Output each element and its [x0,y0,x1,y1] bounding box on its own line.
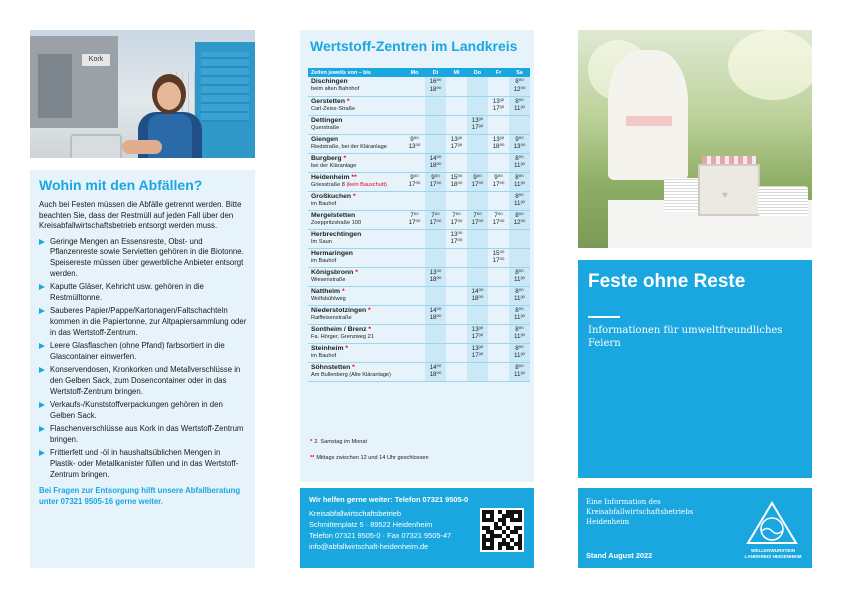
photo-person-face [157,82,181,110]
waste-bullet-item [39,448,247,480]
table-row [308,324,530,343]
waste-bullet-item [39,237,247,279]
location-address [311,182,404,189]
arrow-right-icon [39,426,45,432]
opening-time-cell [488,267,509,286]
photo-person-hands [122,140,162,154]
opening-time-cell: 13⁰⁰ 17⁰⁰ [446,229,467,248]
footnote-mark: * [352,192,356,200]
location-name-text: Söhnstetten [311,363,351,371]
opening-time-cell [404,153,425,172]
location-address [311,296,404,303]
cover-title: Feste ohne Reste [588,271,746,292]
opening-time-cell: 16⁰⁰ 18⁰⁰ [425,77,446,96]
waste-bullet-item [39,282,247,303]
location-cell [308,324,404,343]
location-cell [308,115,404,134]
opening-time-cell [425,229,446,248]
location-name-text: Großkuchen [311,192,352,200]
opening-time-cell: 14⁰⁰ 18⁰⁰ [425,305,446,324]
location-cell [308,248,404,267]
location-address-text: bei der Kläranlage [311,162,357,169]
location-cell [308,362,404,381]
location-address-text: Fa. Hörger, Grenzweg 21 [311,333,374,340]
opening-time-cell [446,286,467,305]
waste-bullet-list [39,237,247,480]
qr-code-icon[interactable] [480,508,524,552]
contact-phone-fax: Telefon 07321 9505-0 · Fax 07321 9505-47 [309,531,452,540]
footnote-mark: * [343,154,347,162]
opening-time-cell [446,362,467,381]
opening-time-cell [404,115,425,134]
photo-kork-sign: Kork [82,54,110,66]
opening-time-cell [488,229,509,248]
location-address [311,334,404,341]
photo-container-door [38,54,72,118]
footnote-mark: * [345,344,349,352]
location-address [311,201,404,208]
table-row [308,191,530,210]
footnote-mark: * [368,306,371,314]
location-address [311,86,404,93]
opening-time-cell [467,267,488,286]
location-cell [308,191,404,210]
waste-advice: Bei Fragen zur Entsorgung hilft unsere Abfallberatung unter 07321 9505-16 gerne weiter. [39,486,241,506]
location-name-text: Dischingen [311,78,348,85]
table-row [308,286,530,305]
opening-time-cell [404,191,425,210]
opening-time-cell [404,248,425,267]
location-name [311,364,404,372]
opening-time-cell: 13³⁰ 17³⁰ [467,324,488,343]
legend-row-1 [310,438,429,447]
opening-time-cell [446,153,467,172]
opening-time-cell: 14⁰⁰ 18⁰⁰ [467,286,488,305]
location-name-text: Herbrechtingen [311,230,362,238]
location-address [311,277,404,284]
location-address [311,125,404,132]
table-row [308,153,530,172]
opening-time-cell [467,362,488,381]
contact-box [300,488,534,568]
waste-bullet-text: Frittierfett und -öl in haushaltsüblichen Mengen in Plastik- oder Metallkanister füllen und in das Wertstoff-Zentrum bringen. [50,448,239,479]
opening-time-cell [509,115,530,134]
location-name [311,269,404,277]
opening-time-cell [446,191,467,210]
table-header-location: Zeiten jeweils von – bis [308,68,404,77]
opening-time-cell: 8⁰⁰ 11³⁰ [509,191,530,210]
location-name [311,307,404,315]
location-name-text: Sontheim / Brenz [311,325,367,333]
opening-time-cell [446,305,467,324]
opening-time-cell [446,77,467,96]
location-address [311,220,404,227]
table-row [308,96,530,115]
location-name [311,326,404,334]
waste-bullet-text: Kaputte Gläser, Kehricht usw. gehören in die Restmülltonne. [50,282,204,302]
opening-hours-body [308,77,530,381]
arrow-right-icon [39,343,45,349]
location-name [311,212,404,220]
table-header-row [308,68,530,77]
opening-time-cell [467,191,488,210]
cover-title-box [578,260,812,478]
location-address-text: beim alten Bahnhof [311,86,360,92]
opening-time-cell: 7⁰⁰ 17⁰⁰ [404,210,425,229]
opening-time-cell: 15⁰⁰ 18⁰⁰ [446,172,467,191]
location-address-text: Querstraße [311,124,340,131]
logo-label-line2: LANDKREIS HEIDENHEIM [744,554,802,559]
qr-module [518,546,522,550]
table-header-day: Di [425,68,446,77]
opening-time-cell: 9⁰⁰ 17⁰⁰ [488,172,509,191]
location-name-text: Gerstetten [311,97,345,105]
opening-time-cell [488,286,509,305]
footnote-mark: * [346,97,350,105]
location-cell [308,134,404,153]
opening-time-cell [404,96,425,115]
table-row [308,210,530,229]
opening-time-cell: 8⁰⁰ 11³⁰ [509,172,530,191]
opening-time-cell [446,96,467,115]
legend-mark: * [310,439,313,445]
opening-time-cell: 8⁰⁰ 12⁰⁰ [509,210,530,229]
opening-time-cell [467,153,488,172]
opening-time-cell: 7⁰⁰ 17⁰⁰ [446,210,467,229]
opening-time-cell [509,229,530,248]
opening-time-cell [425,96,446,115]
waste-bullet-item [39,341,247,362]
opening-time-cell [467,305,488,324]
heart-icon: ♥ [722,190,728,201]
opening-time-cell [404,362,425,381]
opening-time-cell: 13³⁰ 18⁰⁰ [488,134,509,153]
photo-blue-container [195,42,255,158]
opening-time-cell: 8⁰⁰ 11³⁰ [509,362,530,381]
arrow-right-icon [39,367,45,373]
opening-time-cell [425,343,446,362]
location-name-text: Nattheim [311,287,341,295]
contact-org: Kreisabfallwirtschaftsbetrieb [309,509,402,518]
recycling-centers-panel [300,30,534,482]
location-cell [308,267,404,286]
location-name-text: Hermaringen [311,249,353,257]
opening-time-cell: 9⁰⁰ 13⁰⁰ [404,134,425,153]
location-address-text: Raiffeisenstraße [311,314,352,321]
location-address-text: Wiesenstraße [311,276,346,283]
opening-time-cell [488,343,509,362]
photo-container [30,36,118,128]
opening-time-cell [425,191,446,210]
location-address [311,353,404,360]
waste-bullet-item [39,400,247,421]
waste-bullet-text: Sauberes Papier/Pappe/Kartonagen/Faltschachteln kommen in die Papiertonne, zur Altpapiersammlung oder in das Wertstoff-Zentrum. [50,306,247,337]
table-row [308,248,530,267]
table-header-day: Mo [404,68,425,77]
location-address-text: Am Bullenberg (Alte Kläranlage) [311,371,391,378]
table-row [308,362,530,381]
table-legend [310,438,429,470]
opening-time-cell: 15⁰⁰ 17⁰⁰ [488,248,509,267]
location-name-text: Steinheim [311,344,344,352]
waste-bullet-text: Geringe Mengen an Essensreste, Obst- und Pflanzenreste sowie Servietten gehören in die Biotonne. Speisereste müssen über gewerbliche Anbieter entsorgt werden. [50,236,244,278]
opening-time-cell: 13³⁰ 17³⁰ [446,134,467,153]
location-address [311,144,404,151]
opening-time-cell [425,248,446,267]
opening-time-cell: 8⁰⁰ 11³⁰ [509,343,530,362]
location-address-text: Zoeppritzstraße 100 [311,219,362,226]
opening-time-cell [425,134,446,153]
opening-time-cell [404,286,425,305]
location-cell [308,210,404,229]
waste-bullet-text: Flaschenverschlüsse aus Kork in das Wertstoff-Zentrum bringen. [50,424,244,444]
waste-bullet-item [39,424,247,445]
location-name-text: Niederstotzingen [311,306,367,314]
table-header-day: Sa [509,68,530,77]
location-name [311,78,404,86]
opening-time-cell: 14⁰⁰ 18⁰⁰ [425,153,446,172]
location-cell [308,153,404,172]
arrow-right-icon [39,402,45,408]
legend-text: 2. Samstag im Monat [314,439,368,445]
opening-time-cell [446,324,467,343]
recycling-centers-title: Wertstoff-Zentren im Landkreis [310,38,518,54]
location-cell [308,286,404,305]
table-row [308,267,530,286]
location-address [311,315,404,322]
opening-time-cell: 7⁰⁰ 17⁰⁰ [425,210,446,229]
location-address-text: im Bauhof [311,200,337,207]
footnote-mark: * [355,268,358,276]
location-name [311,136,404,144]
waste-intro: Auch bei Festen müssen die Abfälle getrennt werden. Bitte beachten Sie, dass der Restmüll auf jeden Fall über den Kreisabfallwirtschaftsbetrieb entsorgt werden muss. [39,200,242,231]
opening-time-cell [425,324,446,343]
location-address [311,239,404,246]
table-row [308,305,530,324]
location-name [311,250,404,258]
opening-time-cell [488,115,509,134]
opening-time-cell [404,343,425,362]
location-name-text: Dettingen [311,116,343,124]
location-name [311,155,404,163]
table-header-day: Fr [488,68,509,77]
location-address-text: Griesstraße 8 [311,181,347,188]
location-name [311,345,404,353]
location-name [311,98,404,106]
location-name [311,288,404,296]
table-header-day: Do [467,68,488,77]
location-name [311,193,404,201]
opening-time-cell [467,134,488,153]
location-name-text: Giengen [311,135,339,143]
opening-time-cell [488,324,509,343]
contact-email[interactable]: info@abfallwirtschaft-heidenheim.de [309,542,429,551]
legend-mark: ** [310,455,315,461]
location-name-text: Burgberg [311,154,342,162]
opening-time-cell: 13⁰⁰ 18⁰⁰ [425,267,446,286]
left-photo-waste-staff [30,30,255,158]
cover-footer [578,488,812,568]
location-address [311,163,404,170]
footnote-mark: * [368,325,372,333]
location-address-text: Im Saun [311,238,332,245]
opening-time-cell [488,77,509,96]
opening-time-cell: 13³⁰ 17³⁰ [467,115,488,134]
district-logo-icon [745,500,799,546]
location-note: (kein Bauschutt) [346,181,387,188]
waste-info-panel [30,170,255,568]
photo-plate-stack [758,186,808,216]
photo-bokeh [728,30,812,100]
table-row [308,134,530,153]
footnote-mark: * [341,287,345,295]
opening-time-cell [446,248,467,267]
opening-time-cell [467,248,488,267]
opening-time-cell: 8⁰⁰ 11³⁰ [509,324,530,343]
location-address-text: im Bauhof [311,257,337,264]
arrow-right-icon [39,308,45,314]
cover-subtitle: Informationen für umweltfreundliches Feiern [588,325,783,349]
opening-time-cell [488,191,509,210]
waste-bullet-item [39,365,247,397]
location-name-text: Heidenheim [311,173,350,181]
opening-time-cell [404,77,425,96]
location-address [311,372,404,379]
opening-time-cell: 9⁰⁰ 17⁰⁰ [425,172,446,191]
opening-time-cell: 7⁰⁰ 17⁰⁰ [488,210,509,229]
arrow-right-icon [39,239,45,245]
photo-covered-table [608,50,688,180]
location-address-text: Riedstraße, bei der Kläranlage [311,143,387,150]
table-row [308,343,530,362]
opening-time-cell [404,229,425,248]
location-name-text: Mergelstetten [311,211,356,219]
table-row [308,115,530,134]
footer-publisher: Eine Information des Kreisabfallwirtschaftsbetriebs Heidenheim [586,498,694,526]
opening-time-cell: 8⁰⁰ 11³⁰ [509,286,530,305]
waste-bullet-text: Konservendosen, Kronkorken und Metallverschlüsse in den Gelben Sack, zum Dosencontainer oder in das Wertstoff-Zentrum bringen. [50,365,241,396]
location-cell [308,96,404,115]
logo-label-line1: WELLENWURSTEIN [751,548,795,553]
location-address [311,258,404,265]
table-row [308,172,530,191]
location-address-text: im Bauhof [311,352,337,359]
location-cell [308,172,404,191]
waste-heading: Wohin mit den Abfällen? [39,177,203,193]
opening-time-cell [446,343,467,362]
waste-bullet-item [39,306,247,338]
location-name [311,117,404,125]
opening-time-cell [425,115,446,134]
location-cell [308,305,404,324]
table-row [308,229,530,248]
opening-time-cell [425,286,446,305]
location-name [311,174,404,182]
location-address-text: Wolfsbühlweg [311,295,346,302]
opening-time-cell: 13³⁰ 17³⁰ [488,96,509,115]
photo-ribbon [626,116,672,126]
footnote-mark: ** [351,173,357,181]
location-name [311,231,404,239]
opening-time-cell: 14⁰⁰ 18⁰⁰ [425,362,446,381]
location-name-text: Königsbronn [311,268,354,276]
legend-row-2 [310,454,429,463]
location-address-text: Carl-Zeiss-Straße [311,105,356,112]
photo-basket [698,164,760,216]
opening-time-cell [467,229,488,248]
footnote-mark: * [352,363,355,371]
location-cell [308,229,404,248]
opening-time-cell: 7⁰⁰ 17⁰⁰ [467,210,488,229]
opening-time-cell: 9⁰⁰ 17⁰⁰ [404,172,425,191]
opening-time-cell: 8⁰⁰ 11³⁰ [509,153,530,172]
opening-time-cell [404,324,425,343]
table-row [308,77,530,96]
opening-time-cell [446,267,467,286]
opening-time-cell [404,267,425,286]
opening-time-cell: 8⁰⁰ 11³⁰ [509,305,530,324]
cover-divider [588,316,620,318]
logo-label [738,548,808,560]
photo-bin [70,134,122,158]
location-cell [308,77,404,96]
table-header-day: Mi [446,68,467,77]
footer-date: Stand August 2022 [586,551,653,560]
arrow-right-icon [39,284,45,290]
opening-time-cell [467,77,488,96]
opening-time-cell [467,96,488,115]
location-address [311,106,404,113]
waste-bullet-text: Verkaufs-/Kunststoffverpackungen gehören in den Gelben Sack. [50,400,223,420]
opening-time-cell: 8⁰⁰ 11³⁰ [509,267,530,286]
opening-time-cell [404,305,425,324]
opening-time-cell [488,153,509,172]
contact-address: Schmittenplatz 5 · 89522 Heidenheim [309,520,433,529]
right-photo-party-table [578,30,812,248]
opening-time-cell: 8⁰⁰ 11³⁰ [509,96,530,115]
opening-time-cell [488,362,509,381]
opening-time-cell: 9⁰⁰ 13⁰⁰ [509,134,530,153]
opening-hours-table [308,68,530,382]
location-cell [308,343,404,362]
legend-text: Mittags zwischen 12 und 14 Uhr geschlossen [316,455,429,461]
contact-lead: Wir helfen gerne weiter: Telefon 07321 9505-0 [309,495,469,504]
arrow-right-icon [39,450,45,456]
opening-time-cell [509,248,530,267]
opening-time-cell: 13³⁰ 17³⁰ [467,343,488,362]
opening-time-cell [488,305,509,324]
opening-time-cell: 9⁰⁰ 17⁰⁰ [467,172,488,191]
opening-time-cell [446,115,467,134]
waste-bullet-text: Leere Glasflaschen (ohne Pfand) farbsortiert in die Glascontainer einwerfen. [50,341,225,361]
opening-time-cell: 8⁰⁰ 12⁰⁰ [509,77,530,96]
